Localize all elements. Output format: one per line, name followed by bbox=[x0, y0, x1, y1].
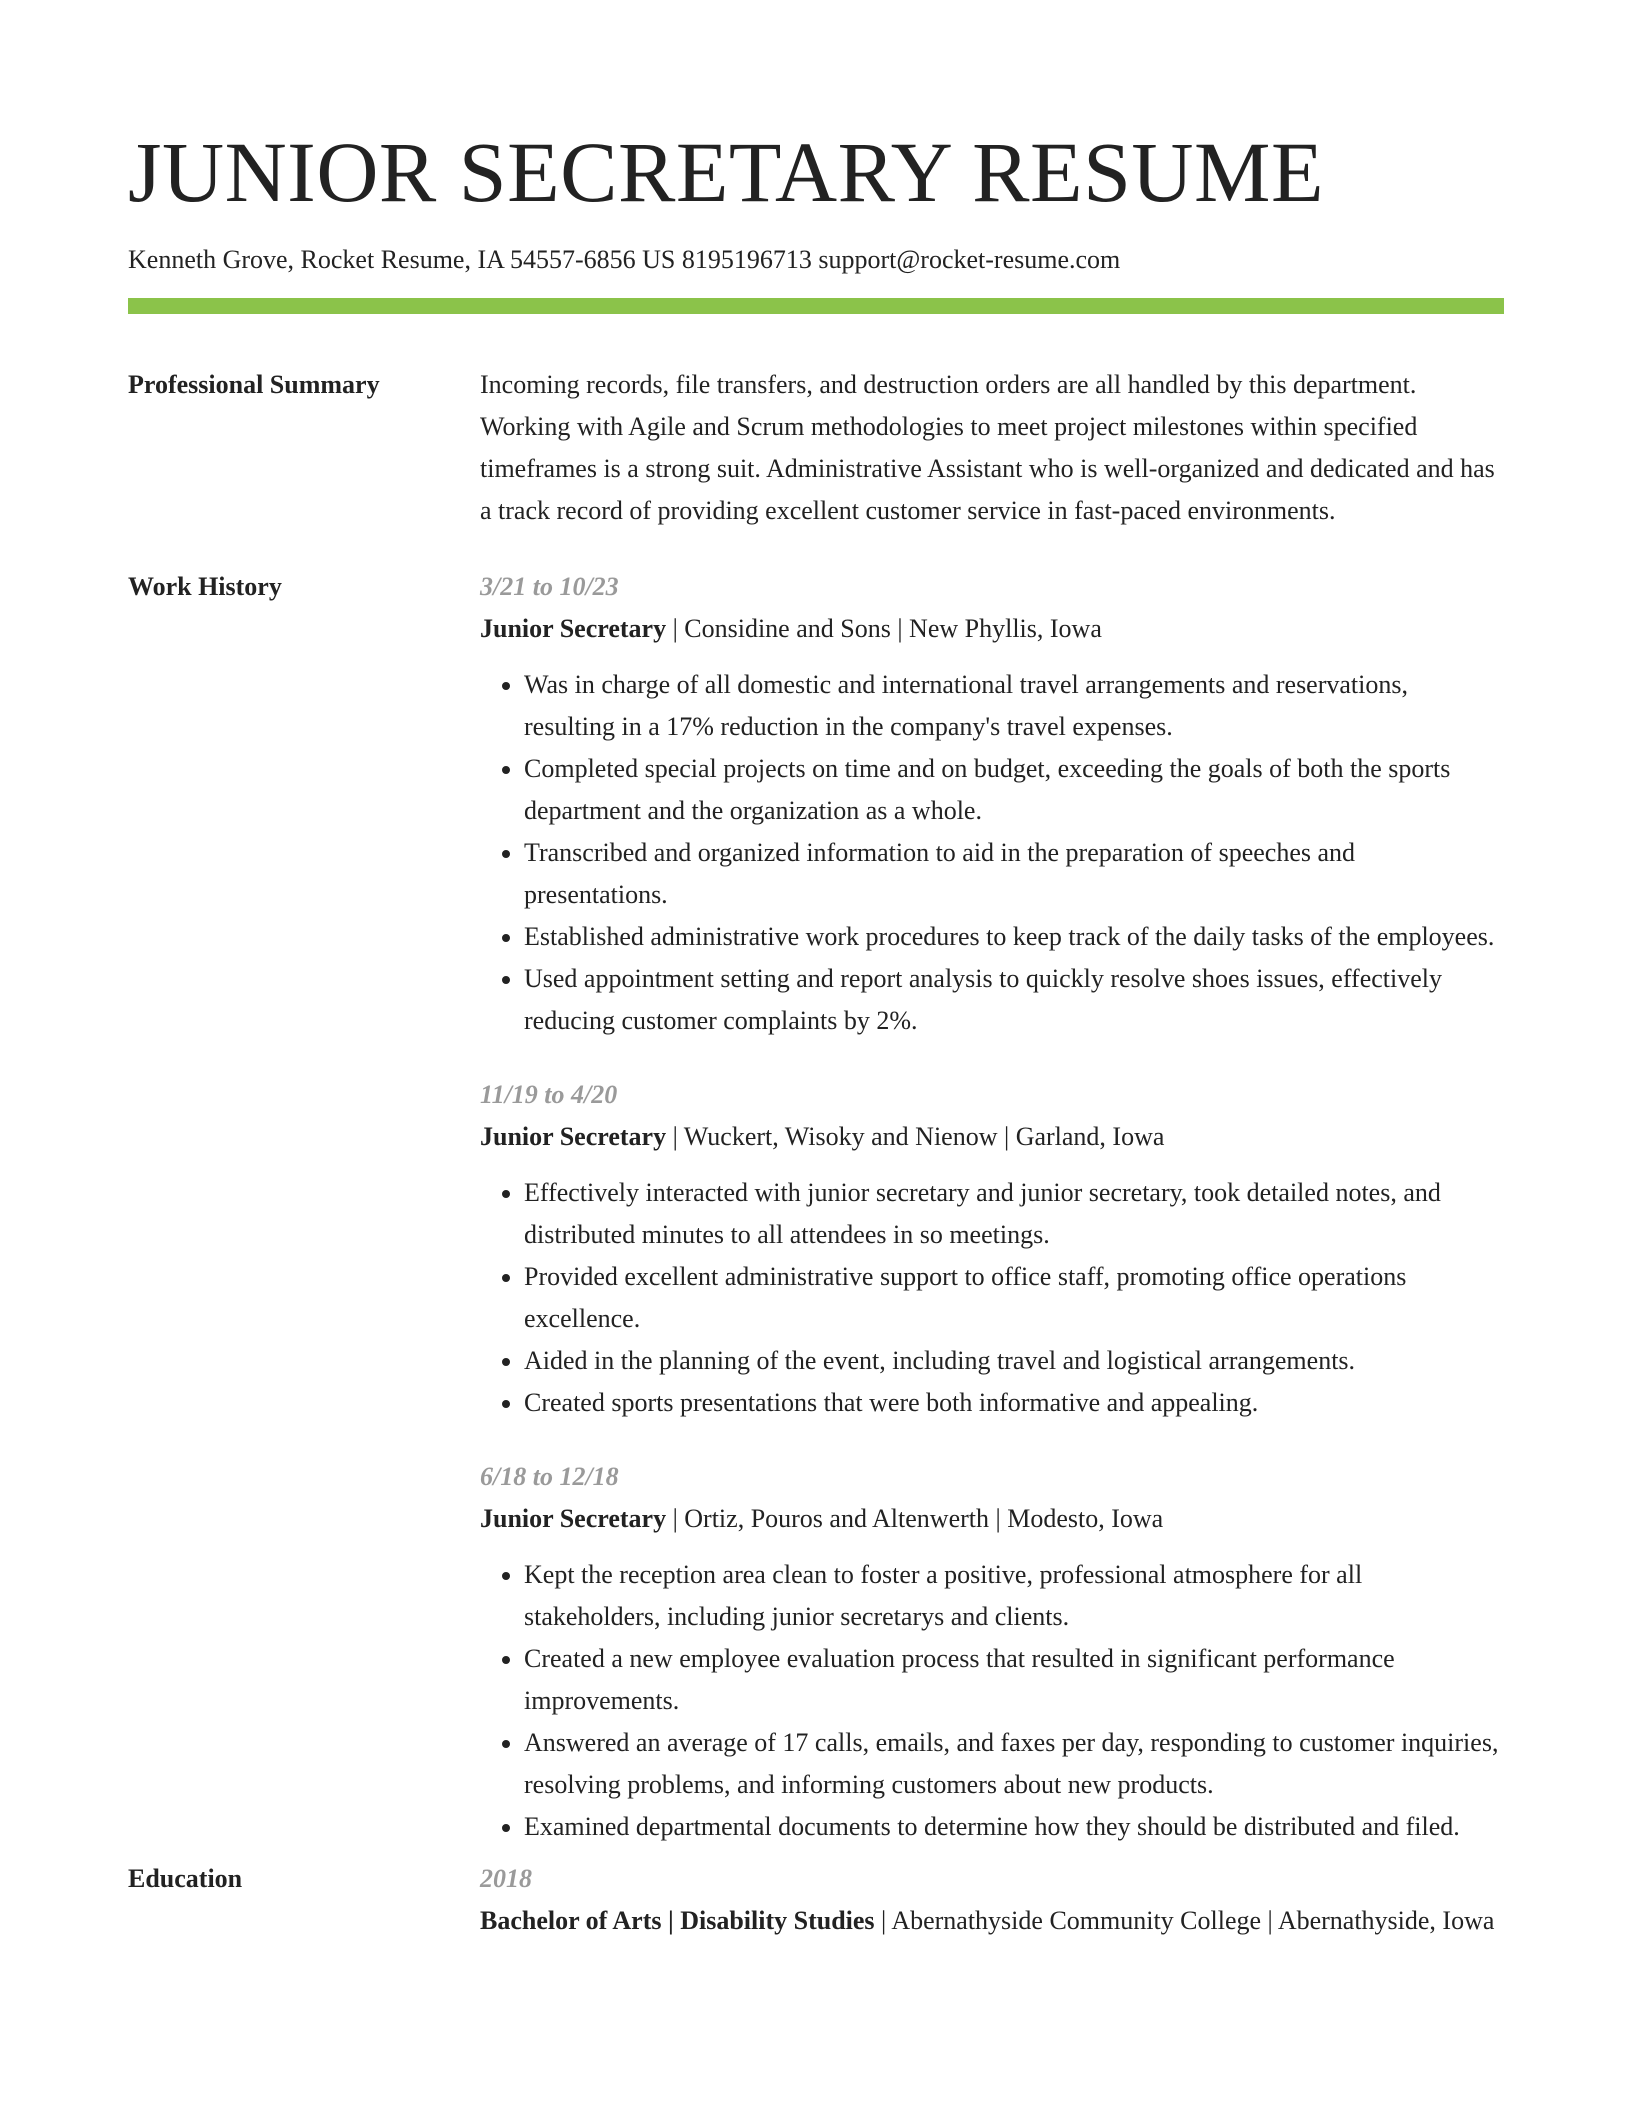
resume-title: JUNIOR SECRETARY RESUME bbox=[128, 124, 1325, 220]
job-title: Junior Secretary bbox=[480, 1504, 667, 1533]
job-bullet: • Was in charge of all domestic and international travel arrangements and reservations, resulting in a 17% reduction in the company's travel expenses. bbox=[524, 664, 1504, 748]
job-bullet: • Completed special projects on time and on budget, exceeding the goals of both the sports department and the organization as a whole. bbox=[524, 748, 1504, 832]
job-bullet: • Transcribed and organized information to aid in the preparation of speeches and presentations. bbox=[524, 832, 1504, 916]
job-entry bbox=[480, 1074, 1504, 1424]
job-bullet-list bbox=[480, 664, 1504, 1042]
work-history-list bbox=[480, 566, 1504, 1848]
job-title: Junior Secretary bbox=[480, 1122, 667, 1151]
section-label-education: Education bbox=[128, 1864, 243, 1893]
job-bullet: • Aided in the planning of the event, including travel and logistical arrangements. bbox=[524, 1340, 1504, 1382]
job-employer-location: | Wuckert, Wisoky and Nienow | Garland, Iowa bbox=[666, 1122, 1165, 1151]
job-entry bbox=[480, 1456, 1504, 1848]
section-label-professional-summary: Professional Summary bbox=[128, 370, 380, 399]
professional-summary-text: Incoming records, file transfers, and destruction orders are all handled by this department. Working with Agile and Scrum methodologies to meet project milestones within specified timeframes is a strong suit. Administrative Assistant who is well-organized and dedicated and has a track record of providing excellent customer service in fast-paced environments. bbox=[480, 370, 1495, 525]
job-bullet: • Established administrative work procedures to keep track of the daily tasks of the employees. bbox=[524, 916, 1504, 958]
job-bullet-list bbox=[480, 1554, 1504, 1848]
job-dates: 11/19 to 4/20 bbox=[480, 1080, 618, 1109]
accent-divider bbox=[128, 298, 1504, 314]
job-entry bbox=[480, 566, 1504, 1042]
job-title: Junior Secretary bbox=[480, 614, 667, 643]
job-heading bbox=[480, 1116, 1504, 1158]
job-bullet: • Created sports presentations that were both informative and appealing. bbox=[524, 1382, 1504, 1424]
education-heading bbox=[480, 1900, 1504, 1942]
job-bullet: • Effectively interacted with junior secretary and junior secretary, took detailed notes, and distributed minutes to all attendees in so meetings. bbox=[524, 1172, 1504, 1256]
job-employer-location: | Ortiz, Pouros and Altenwerth | Modesto, Iowa bbox=[666, 1504, 1164, 1533]
section-label-work-history: Work History bbox=[128, 572, 282, 601]
contact-info: Kenneth Grove, Rocket Resume, IA 54557-6856 US 8195196713 support@rocket-resume.com bbox=[128, 245, 1121, 274]
professional-summary-section bbox=[128, 364, 1504, 532]
job-bullet: • Kept the reception area clean to foster a positive, professional atmosphere for all stakeholders, including junior secretarys and clients. bbox=[524, 1554, 1504, 1638]
education-date: 2018 bbox=[480, 1864, 532, 1893]
education-school-location: | Abernathyside Community College | Abernathyside, Iowa bbox=[874, 1906, 1495, 1935]
job-heading bbox=[480, 608, 1504, 650]
education-degree: Bachelor of Arts | Disability Studies bbox=[480, 1906, 875, 1935]
job-bullet: • Examined departmental documents to determine how they should be distributed and filed. bbox=[524, 1806, 1504, 1848]
job-heading bbox=[480, 1498, 1504, 1540]
job-bullet: • Answered an average of 17 calls, emails, and faxes per day, responding to customer inquiries, resolving problems, and informing customers about new products. bbox=[524, 1722, 1504, 1806]
job-dates: 6/18 to 12/18 bbox=[480, 1462, 619, 1491]
resume-page bbox=[128, 0, 1504, 1942]
job-bullet: • Provided excellent administrative support to office staff, promoting office operations excellence. bbox=[524, 1256, 1504, 1340]
job-bullet: • Used appointment setting and report analysis to quickly resolve shoes issues, effectively reducing customer complaints by 2%. bbox=[524, 958, 1504, 1042]
work-history-section bbox=[128, 566, 1504, 1848]
job-bullet: • Created a new employee evaluation process that resulted in significant performance improvements. bbox=[524, 1638, 1504, 1722]
job-bullet-list bbox=[480, 1172, 1504, 1424]
education-section bbox=[128, 1858, 1504, 1942]
education-entry bbox=[480, 1858, 1504, 1942]
job-employer-location: | Considine and Sons | New Phyllis, Iowa bbox=[666, 614, 1102, 643]
job-dates: 3/21 to 10/23 bbox=[480, 572, 619, 601]
